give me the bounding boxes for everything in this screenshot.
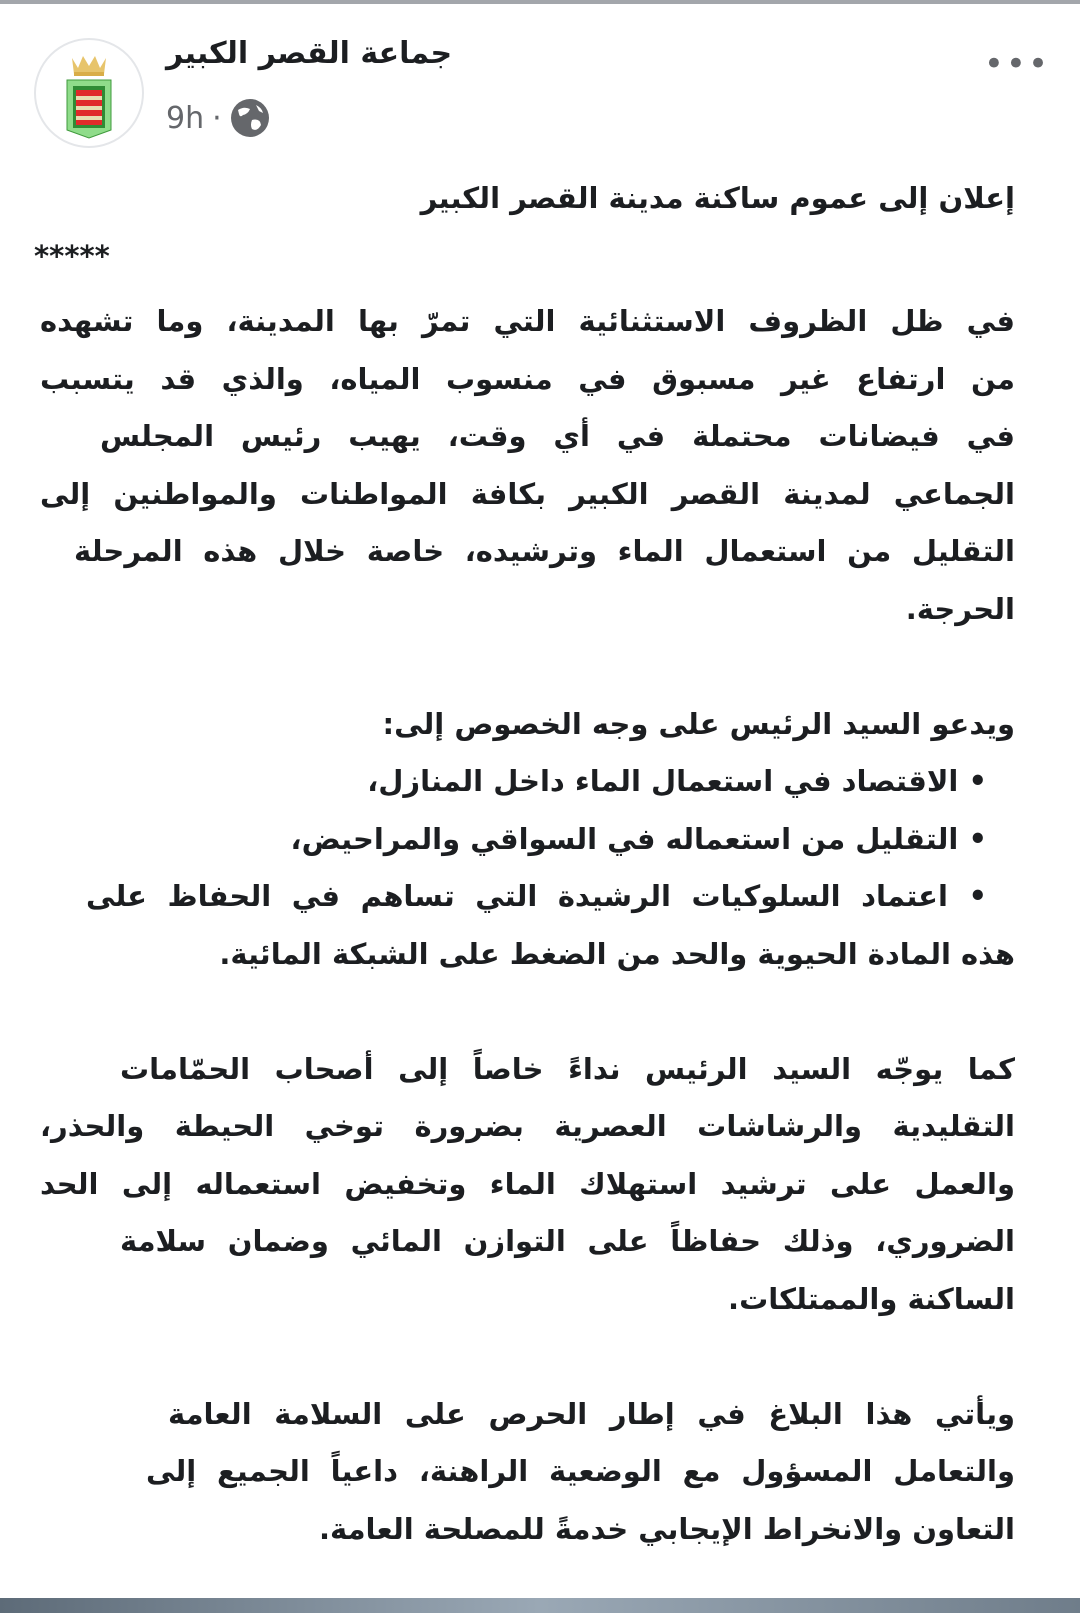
paragraph-line: ويدعو السيد الرئيس على وجه الخصوص إلى: bbox=[382, 706, 1015, 741]
page-name[interactable]: جماعة القصر الكبير bbox=[166, 36, 453, 71]
paragraph-line: الجماعي لمدينة القصر الكبير بكافة المواطنات والمواطنين إلى bbox=[40, 476, 1015, 511]
paragraph-line: التقليدية والرشاشات العصرية بضرورة توخي الحيطة والحذر، bbox=[40, 1109, 1015, 1143]
status-bar-edge bbox=[0, 0, 1080, 4]
meta-separator: · bbox=[212, 100, 222, 136]
paragraph-line: من ارتفاع غير مسبوق في منسوب المياه، والذي قد يتسبب bbox=[40, 361, 1015, 396]
bullet-item: • الاقتصاد في استعمال الماء داخل المنازل، bbox=[367, 764, 987, 798]
paragraph-line: في ظل الظروف الاستثنائية التي تمرّ بها المدينة، وما تشهده bbox=[40, 304, 1015, 338]
coat-of-arms-logo bbox=[36, 40, 142, 146]
paragraph-line: التقليل من استعمال الماء وترشيده، خاصة خلال هذه المرحلة bbox=[74, 534, 1015, 568]
bullet-item: • اعتماد السلوكيات الرشيدة التي تساهم في الحفاظ على bbox=[86, 879, 987, 913]
post-meta bbox=[166, 98, 270, 138]
post-body bbox=[34, 170, 1015, 1558]
paragraph-line: والعمل على ترشيد استهلاك الماء وتخفيض استعماله إلى الحد bbox=[40, 1166, 1015, 1201]
more-options-button[interactable]: ••• bbox=[983, 44, 1050, 84]
paragraph-line: والتعامل المسؤول مع الوضعية الراهنة، داعياً الجميع إلى bbox=[146, 1454, 1015, 1488]
paragraph-line: ويأتي هذا البلاغ في إطار الحرص على السلامة العامة bbox=[168, 1396, 1015, 1431]
bullet-continuation: هذه المادة الحيوية والحد من الضغط على الشبكة المائية. bbox=[219, 936, 1015, 971]
stars-separator: ***** bbox=[34, 238, 110, 273]
page-avatar[interactable] bbox=[34, 38, 144, 148]
globe-icon bbox=[230, 98, 270, 138]
paragraph-line: التعاون والانخراط الإيجابي خدمةً للمصلحة العامة. bbox=[319, 1511, 1015, 1546]
attached-image-preview[interactable] bbox=[0, 1598, 1080, 1613]
paragraph-line: الساكنة والممتلكات. bbox=[728, 1281, 1015, 1316]
paragraph-line: الحرجة. bbox=[905, 591, 1015, 626]
paragraph-line: في فيضانات محتملة في أي وقت، يهيب رئيس المجلس bbox=[100, 419, 1015, 453]
paragraph-line: الضروري، وذلك حفاظاً على التوازن المائي وضمان سلامة bbox=[120, 1224, 1015, 1258]
post-title: إعلان إلى عموم ساكنة مدينة القصر الكبير bbox=[420, 181, 1015, 215]
bullet-item: • التقليل من استعماله في السواقي والمراحيض، bbox=[290, 821, 987, 856]
paragraph-line: كما يوجّه السيد الرئيس نداءً خاصاً إلى أصحاب الحمّامات bbox=[120, 1051, 1015, 1086]
post-time[interactable]: 9h bbox=[166, 100, 205, 136]
